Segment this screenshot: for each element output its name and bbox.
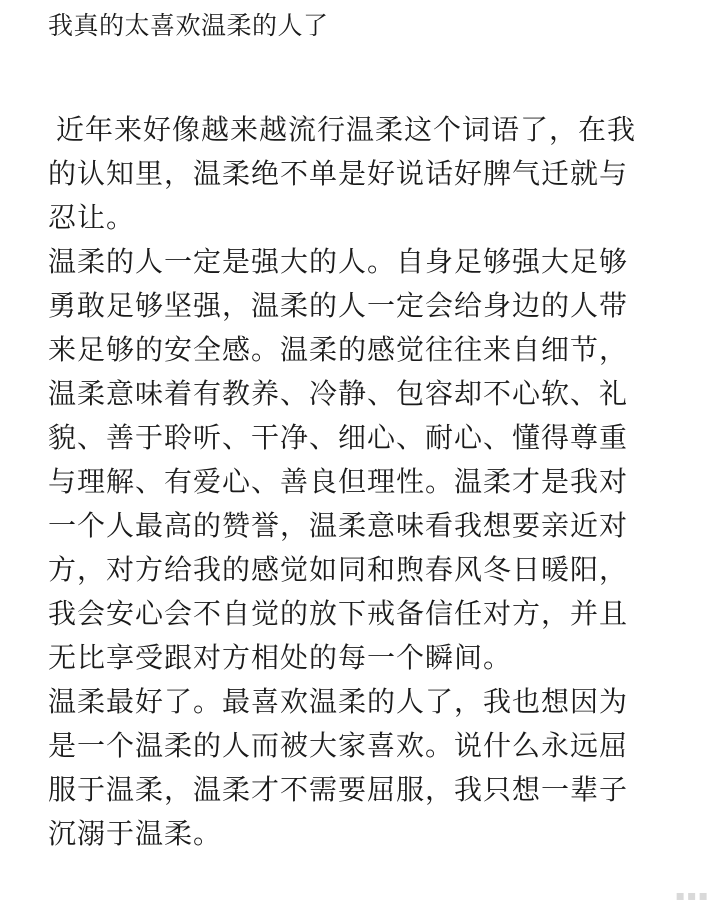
text-line: 是一个温柔的人而被大家喜欢。说什么永远屈 [48,729,629,762]
text-line: 一个人最高的赞誉，温柔意味看我想要亲近对 [48,509,629,542]
text-line: 勇敢足够坚强，温柔的人一定会给身边的人带 [48,289,629,322]
text-line: 与理解、有爱心、善良但理性。温柔才是我对 [48,465,629,498]
text-line: 貌、善于聆听、干净、细心、耐心、懂得尊重 [48,421,629,454]
text-line: 温柔的人一定是强大的人。自身足够强大足够 [48,245,629,278]
text-line: 温柔最好了。最喜欢温柔的人了，我也想因为 [48,685,629,718]
post-title: 我真的太喜欢温柔的人了 [48,11,329,40]
text-line: 沉溺于温柔。 [48,817,223,850]
text-line: 忍让。 [48,201,136,234]
watermark-logo: ▪▪▪ [675,888,710,904]
text-line: 服于温柔，温柔才不需要屈服，我只想一辈子 [48,773,629,806]
text-line: 的认知里，温柔绝不单是好说话好脾气迁就与 [48,157,629,190]
text-line: 我会安心会不自觉的放下戒备信任对方，并且 [48,597,629,630]
text-line: 近年来好像越来越流行温柔这个词语了，在我 [56,113,637,146]
text-line: 方，对方给我的感觉如同和煦春风冬日暖阳， [48,553,629,586]
text-line: 来足够的安全感。温柔的感觉往往来自细节， [48,333,629,366]
text-line: 温柔意味着有教养、冷静、包容却不心软、礼 [48,377,629,410]
text-line: 无比享受跟对方相处的每一个瞬间。 [48,641,513,674]
